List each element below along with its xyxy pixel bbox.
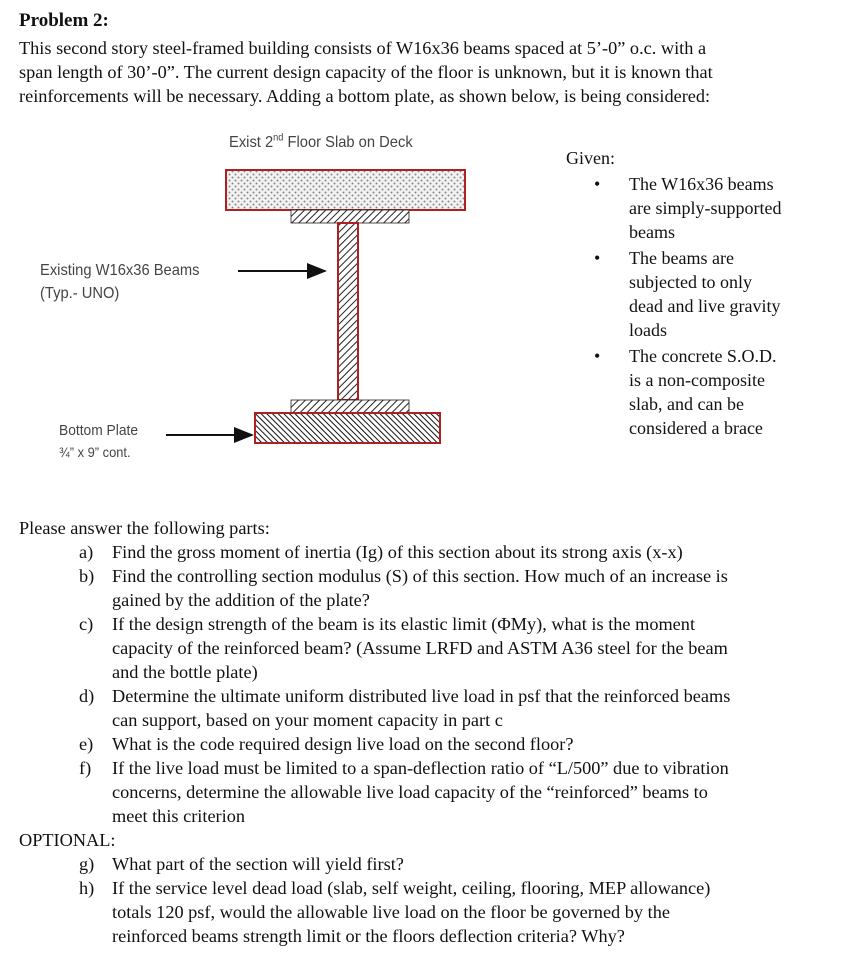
slab-label-superscript: nd: [273, 133, 284, 144]
problem-title: Problem 2:: [19, 10, 109, 31]
given-line: loads: [629, 320, 667, 340]
question-line: If the live load must be limited to a span-deflection ratio of “L/500” due to vibration: [112, 758, 729, 778]
question-marker: h): [79, 878, 95, 898]
given-title: Given:: [566, 148, 615, 168]
question-line: can support, based on your moment capacity in part c: [112, 710, 503, 730]
question-line: What is the code required design live load on the second floor?: [112, 734, 574, 754]
question-item: [19, 852, 859, 876]
question-marker: e): [79, 734, 94, 754]
given-line: dead and live gravity: [629, 296, 781, 316]
question-line: meet this criterion: [112, 806, 246, 826]
parts-list: [19, 540, 859, 828]
given-item: [566, 246, 846, 342]
question-item: [19, 540, 859, 564]
question-item: [19, 756, 859, 828]
question-line: Determine the ultimate uniform distributed live load in psf that the reinforced beams: [112, 686, 731, 706]
parts-section: [19, 516, 859, 948]
bullet-icon: •: [594, 248, 601, 268]
question-marker: c): [79, 614, 94, 634]
question-marker: f): [79, 758, 92, 778]
question-marker: d): [79, 686, 95, 706]
question-line: capacity of the reinforced beam? (Assume LRFD and ASTM A36 steel for the beam: [112, 638, 728, 658]
given-line: considered a brace: [629, 418, 763, 438]
optional-parts-list: [19, 852, 859, 948]
question-line: Find the controlling section modulus (S) of this section. How much of an increase is: [112, 566, 728, 586]
given-line: are simply-supported: [629, 198, 782, 218]
question-item: [19, 732, 859, 756]
intro-line: This second story steel-framed building consists of W16x36 beams spaced at 5’-0” o.c. with a: [19, 38, 707, 58]
question-marker: a): [79, 542, 94, 562]
question-line: If the service level dead load (slab, self weight, ceiling, flooring, MEP allowance): [112, 878, 711, 898]
question-line: totals 120 psf, would the allowable live load on the floor be governed by the: [112, 902, 670, 922]
slab-label: [229, 133, 413, 152]
question-line: gained by the addition of the plate?: [112, 590, 370, 610]
question-marker: b): [79, 566, 95, 586]
question-line: and the bottle plate): [112, 662, 258, 682]
given-item: [566, 344, 846, 440]
given-line: The concrete S.O.D.: [629, 346, 777, 366]
question-item: [19, 564, 859, 612]
given-line: subjected to only: [629, 272, 752, 292]
bottom-flange: [291, 400, 409, 413]
plate-label-line2: ¾” x 9” cont.: [59, 444, 131, 460]
given-item: [566, 172, 846, 244]
question-marker: g): [79, 854, 95, 874]
given-line: The beams are: [629, 248, 734, 268]
given-list: [566, 172, 846, 440]
beam-section-figure: [0, 125, 560, 485]
problem-intro: [19, 36, 849, 108]
intro-line: reinforcements will be necessary. Adding a bottom plate, as shown below, is being considered:: [19, 86, 711, 106]
question-line: concerns, determine the allowable live load capacity of the “reinforced” beams to: [112, 782, 708, 802]
question-line: If the design strength of the beam is its elastic limit (ΦMy), what is the moment: [112, 614, 696, 634]
given-line: The W16x36 beams: [629, 174, 774, 194]
intro-line: span length of 30’-0”. The current design capacity of the floor is unknown, but it is known that: [19, 62, 713, 82]
question-line: What part of the section will yield first?: [112, 854, 404, 874]
concrete-slab: [226, 170, 465, 210]
parts-intro: Please answer the following parts:: [19, 518, 270, 538]
beam-label-line2: (Typ.- UNO): [40, 285, 120, 302]
beam-web: [338, 223, 358, 400]
question-line: Find the gross moment of inertia (Ig) of this section about its strong axis (x-x): [112, 542, 683, 562]
plate-label-line1: Bottom Plate: [59, 422, 139, 439]
question-item: [19, 876, 859, 948]
optional-title: OPTIONAL:: [19, 830, 116, 850]
slab-label-text: Exist 2nd Floor Slab on Deck: [229, 133, 413, 152]
question-item: [19, 684, 859, 732]
given-line: slab, and can be: [629, 394, 744, 414]
given-line: is a non-composite: [629, 370, 765, 390]
given-block: [566, 146, 846, 442]
top-flange: [291, 210, 409, 223]
question-item: [19, 612, 859, 684]
given-line: beams: [629, 222, 675, 242]
bullet-icon: •: [594, 174, 601, 194]
question-line: reinforced beams strength limit or the floors deflection criteria? Why?: [112, 926, 625, 946]
bottom-plate: [255, 413, 440, 443]
bullet-icon: •: [594, 346, 601, 366]
beam-label-line1: Existing W16x36 Beams: [40, 262, 200, 279]
